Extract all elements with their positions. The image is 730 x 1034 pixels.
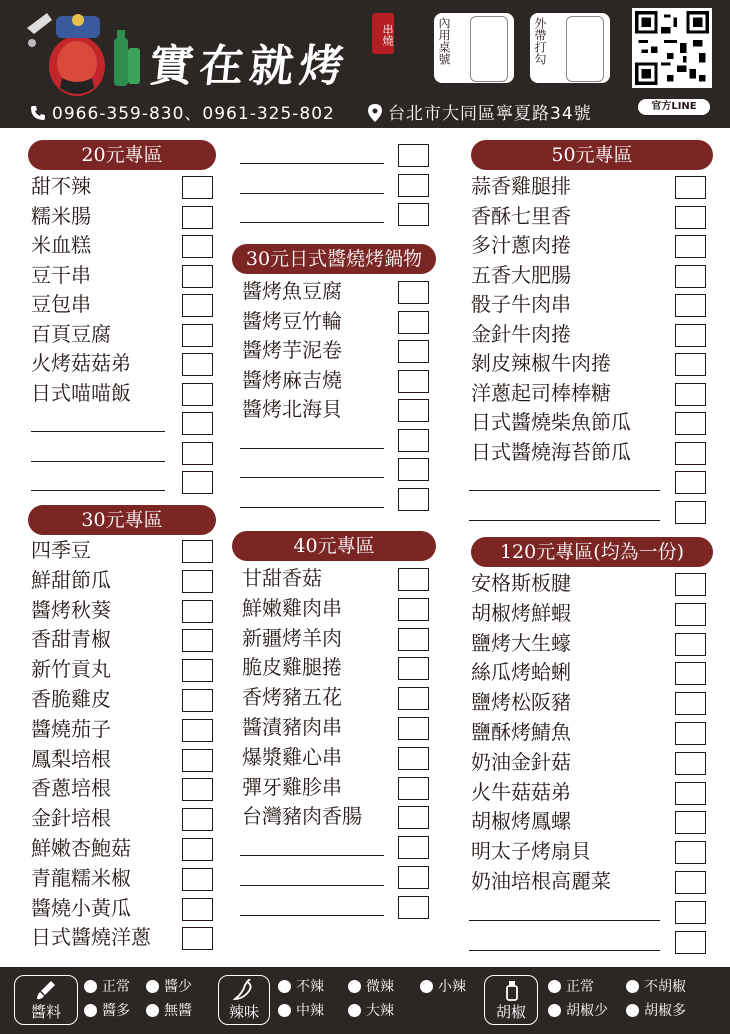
section-title-s40: 40元專區 [232,531,436,561]
write-in-line[interactable] [240,855,384,856]
phone-numbers: 0966-359-830、0961-325-802 [52,104,335,124]
menu-item: 醬烤秋葵 [31,597,111,622]
menu-item-checkbox[interactable] [182,659,213,682]
menu-item: 金針培根 [31,806,111,831]
menu-item-checkbox[interactable] [182,600,213,623]
menu-item-checkbox[interactable] [398,598,429,621]
spicy-option-none[interactable]: 不辣 [278,976,324,996]
menu-item-checkbox[interactable] [675,782,706,805]
write-in-line[interactable] [469,490,660,491]
section-title-s20: 20元專區 [28,140,216,170]
write-in-line[interactable] [469,920,660,921]
menu-item-checkbox[interactable] [182,383,213,406]
menu-item: 鮮嫩杏鮑菇 [31,836,131,860]
menu-item: 青龍糯米椒 [31,865,131,890]
menu-item-checkbox[interactable] [675,692,706,715]
takeout-label: 外帶打勾 [533,17,547,65]
menu-item: 豆干串 [31,262,91,287]
pepper-option-more[interactable]: 胡椒多 [626,1000,686,1020]
menu-item-checkbox[interactable] [398,370,429,393]
write-in-line[interactable] [240,193,384,194]
write-in-checkbox[interactable] [675,931,706,954]
menu-item: 日式醬燒洋蔥 [31,925,151,950]
write-in-line[interactable] [240,222,384,223]
sauce-label-box [14,975,78,1025]
menu-item-checkbox[interactable] [675,442,706,465]
sauce-option-normal[interactable]: 正常 [84,976,130,996]
menu-item: 台灣豬肉香腸 [242,804,362,829]
menu-item: 日式醬燒柴魚節瓜 [471,410,631,434]
menu-item-checkbox[interactable] [398,777,429,800]
menu-item: 香酥七里香 [471,203,571,228]
menu-item-checkbox[interactable] [675,752,706,775]
menu-item: 甘甜香菇 [242,566,322,590]
menu-item-checkbox[interactable] [398,628,429,651]
menu-item: 新疆烤羊肉 [242,625,342,650]
write-in-line[interactable] [240,915,384,916]
spicy-option-small[interactable]: 小辣 [420,976,466,996]
menu-item-checkbox[interactable] [675,573,706,596]
write-in-line[interactable] [469,520,660,521]
menu-item-checkbox[interactable] [398,657,429,680]
menu-item-checkbox[interactable] [398,747,429,770]
menu-item: 豆包串 [31,292,91,316]
write-in-line[interactable] [240,448,384,449]
dine-in-box [434,13,514,83]
menu-item-checkbox[interactable] [182,540,213,563]
menu-item-checkbox[interactable] [182,353,213,376]
spicy-label-box [218,975,270,1025]
menu-item: 鹽烤大生蠔 [471,630,571,655]
menu-item: 絲瓜烤蛤蜊 [471,660,571,685]
menu-item-checkbox[interactable] [398,311,429,334]
write-in-line[interactable] [240,885,384,886]
brush-icon [35,979,57,1001]
menu-item: 奶油培根高麗菜 [471,869,611,893]
spicy-option-hot[interactable]: 大辣 [348,1000,394,1020]
menu-item: 鹽酥烤鯖魚 [471,720,571,744]
menu-item: 鳳梨培根 [31,746,111,771]
menu-item: 醬烤魚豆腐 [242,279,342,303]
menu-item: 香蔥培根 [31,776,111,801]
write-in-checkbox[interactable] [182,412,213,435]
menu-item-checkbox[interactable] [182,868,213,891]
menu-item: 明太子烤扇貝 [471,839,591,864]
menu-item: 香烤豬五花 [242,685,342,710]
menu-item-checkbox[interactable] [675,206,706,229]
spicy-option-medium[interactable]: 中辣 [278,1000,324,1020]
menu-item-checkbox[interactable] [182,629,213,652]
menu-item: 多汁蔥肉捲 [471,233,571,257]
write-in-checkbox[interactable] [398,144,429,167]
menu-item: 醬烤北海貝 [242,397,342,421]
pepper-label-box [484,975,538,1025]
sauce-option-none[interactable]: 無醬 [146,1000,192,1020]
location-pin-icon [368,104,382,122]
menu-item: 鮮甜節瓜 [31,567,111,592]
takeout-box [530,13,610,83]
menu-item: 火牛菇菇弟 [471,779,571,804]
menu-item-checkbox[interactable] [675,633,706,656]
menu-item: 安格斯板腱 [471,571,571,595]
menu-item-checkbox[interactable] [675,265,706,288]
menu-item-checkbox[interactable] [675,324,706,347]
menu-item: 新竹貢丸 [31,657,111,682]
menu-item-checkbox[interactable] [182,206,213,229]
write-in-checkbox[interactable] [398,203,429,226]
menu-item-checkbox[interactable] [182,749,213,772]
menu-item: 醬燒茄子 [31,716,111,741]
menu-item-checkbox[interactable] [675,603,706,626]
menu-item-checkbox[interactable] [182,265,213,288]
menu-item: 日式喵喵飯 [31,380,131,405]
menu-item: 洋蔥起司棒棒糖 [471,380,611,405]
menu-item-checkbox[interactable] [398,399,429,422]
menu-item-checkbox[interactable] [182,898,213,921]
menu-item-checkbox[interactable] [182,294,213,317]
menu-item-checkbox[interactable] [675,841,706,864]
menu-item-checkbox[interactable] [675,412,706,435]
menu-item: 鮮嫩雞肉串 [242,595,342,620]
write-in-checkbox[interactable] [675,901,706,924]
sauce-option-more[interactable]: 醬多 [84,1000,130,1020]
menu-item: 甜不辣 [31,174,91,198]
section-title-s120: 120元專區(均為一份) [471,537,713,567]
menu-item-checkbox[interactable] [182,235,213,258]
mascot-logo [22,8,147,100]
brand-stamp: 串燒 [372,13,394,54]
menu-item: 日式醬燒海苔節瓜 [471,439,631,464]
takeout-checkbox[interactable] [566,16,604,82]
sauce-label: 醬料 [30,1003,61,1021]
pepper-option-normal[interactable]: 正常 [548,976,594,996]
write-in-checkbox[interactable] [398,896,429,919]
table-number-field[interactable] [470,16,508,82]
write-in-line[interactable] [240,507,384,508]
menu-item: 醬烤豆竹輪 [242,308,342,333]
write-in-line[interactable] [31,461,165,462]
menu-item: 四季豆 [31,538,91,562]
write-in-checkbox[interactable] [398,836,429,859]
menu-item-checkbox[interactable] [675,722,706,745]
menu-item: 胡椒烤鮮蝦 [471,600,571,625]
menu-item: 米血糕 [31,233,91,257]
menu-item: 香甜青椒 [31,627,111,652]
address-line [368,99,592,124]
write-in-checkbox[interactable] [398,429,429,452]
menu-item: 金針牛肉捲 [471,321,571,346]
menu-item-checkbox[interactable] [182,570,213,593]
write-in-line[interactable] [469,950,660,951]
spicy-label: 辣味 [228,1003,259,1021]
menu-item: 糯米腸 [31,203,91,228]
menu-item: 醬漬豬肉串 [242,715,342,739]
menu-item: 百頁豆腐 [31,321,111,346]
sauce-option-less[interactable]: 醬少 [146,976,192,996]
menu-item: 骰子牛肉串 [471,292,571,316]
section-title-s50: 50元專區 [471,140,713,170]
menu-item-checkbox[interactable] [675,294,706,317]
menu-item-checkbox[interactable] [182,927,213,950]
menu-item-checkbox[interactable] [182,838,213,861]
menu-item-checkbox[interactable] [675,353,706,376]
menu-item: 醬烤麻吉燒 [242,367,342,392]
line-badge: 官方LINE [638,99,710,115]
menu-item-checkbox[interactable] [182,778,213,801]
write-in-checkbox[interactable] [398,488,429,511]
menu-item-checkbox[interactable] [182,689,213,712]
write-in-checkbox[interactable] [398,866,429,889]
menu-item-checkbox[interactable] [182,808,213,831]
menu-item: 鹽烤松阪豬 [471,690,571,715]
write-in-checkbox[interactable] [182,442,213,465]
menu-item: 醬烤芋泥卷 [242,338,342,362]
menu-item-checkbox[interactable] [398,568,429,591]
menu-item-checkbox[interactable] [182,176,213,199]
menu-item-checkbox[interactable] [675,176,706,199]
spicy-option-mild[interactable]: 微辣 [348,976,394,996]
menu-item-checkbox[interactable] [398,340,429,363]
write-in-line[interactable] [31,490,165,491]
write-in-checkbox[interactable] [182,471,213,494]
menu-item: 剝皮辣椒牛肉捲 [471,351,611,375]
write-in-line[interactable] [31,431,165,432]
chili-icon [233,979,255,1001]
menu-item: 脆皮雞腿捲 [242,655,342,680]
menu-item: 香脆雞皮 [31,687,111,711]
menu-item-checkbox[interactable] [675,662,706,685]
write-in-checkbox[interactable] [675,501,706,524]
menu-item-checkbox[interactable] [675,235,706,258]
menu-item-checkbox[interactable] [398,281,429,304]
pepper-shaker-icon [501,979,523,1001]
menu-item-checkbox[interactable] [675,811,706,834]
section-title-s30j: 30元日式醬燒烤鍋物 [232,244,436,274]
menu-item-checkbox[interactable] [398,687,429,710]
menu-item-checkbox[interactable] [182,324,213,347]
menu-item: 五香大肥腸 [471,262,571,287]
menu-item: 奶油金針菇 [471,749,571,774]
write-in-line[interactable] [240,477,384,478]
menu-item: 醬燒小黃瓜 [31,895,131,920]
pepper-option-none[interactable]: 不胡椒 [626,976,686,996]
menu-item: 胡椒烤鳳螺 [471,809,571,834]
qr-code-icon [632,8,712,88]
menu-item: 火烤菇菇弟 [31,351,131,375]
write-in-line[interactable] [240,163,384,164]
pepper-option-less[interactable]: 胡椒少 [548,1000,608,1020]
menu-item: 彈牙雞胗串 [242,774,342,799]
menu-item-checkbox[interactable] [182,719,213,742]
menu-item-checkbox[interactable] [675,871,706,894]
write-in-checkbox[interactable] [398,458,429,481]
brand-name: 實在就烤 [146,41,353,92]
phone-icon [30,105,46,121]
dine-in-label: 內用桌號 [437,17,451,65]
write-in-checkbox[interactable] [675,471,706,494]
menu-item-checkbox[interactable] [398,806,429,829]
menu-item-checkbox[interactable] [398,717,429,740]
pepper-label: 胡椒 [495,1003,526,1021]
write-in-checkbox[interactable] [398,174,429,197]
phone-line [30,99,335,124]
menu-item: 蒜香雞腿排 [471,174,571,198]
section-title-s30: 30元專區 [28,505,216,535]
address: 台北市大同區寧夏路34號 [388,104,592,124]
menu-item: 爆漿雞心串 [242,744,342,769]
menu-item-checkbox[interactable] [675,383,706,406]
